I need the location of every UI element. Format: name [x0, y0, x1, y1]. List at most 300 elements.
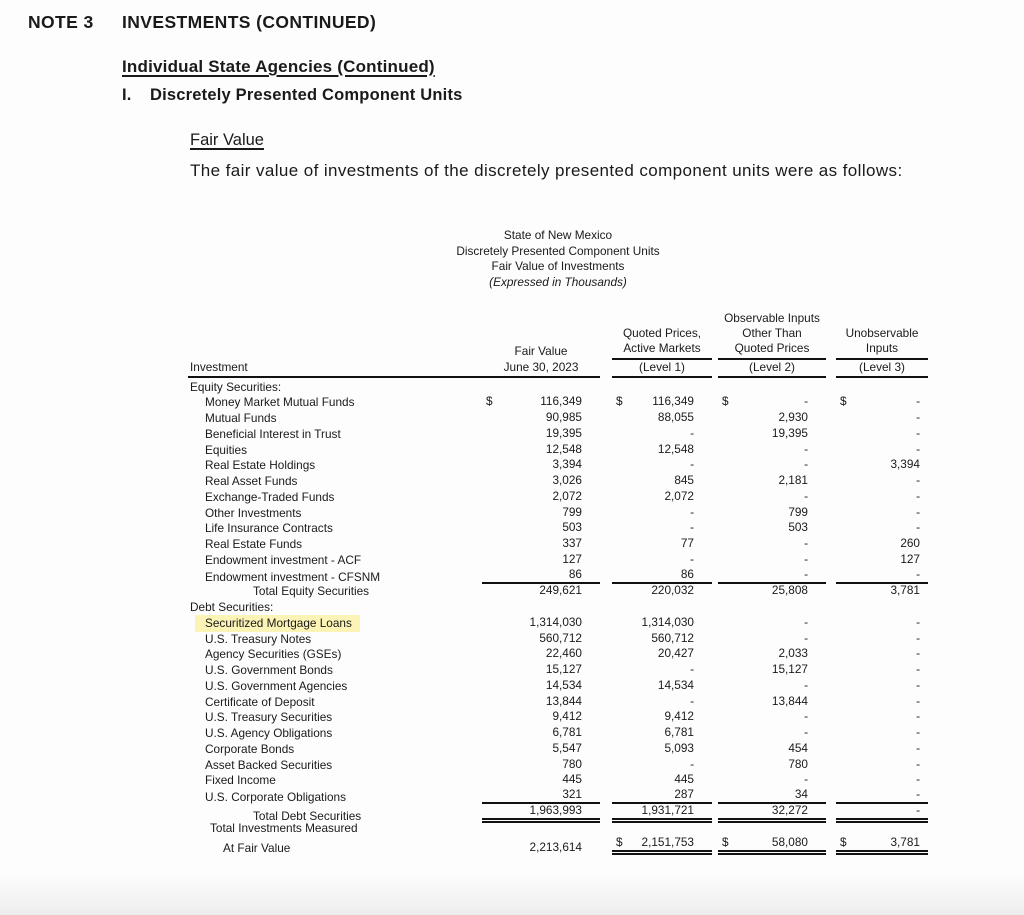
- cell-level2: [718, 394, 826, 409]
- header-line: Active Markets: [623, 341, 701, 356]
- table-row: [188, 504, 928, 520]
- row-label: [188, 616, 482, 630]
- subsection-heading: [122, 86, 463, 105]
- cell-level3: [836, 757, 928, 772]
- cell-value: 86: [568, 566, 582, 581]
- intro-paragraph: The fair value of investments of the discretely presented component units were as follows:: [190, 161, 903, 180]
- cell-value: -: [916, 646, 920, 661]
- cell-level1: [612, 410, 712, 425]
- row-label: At Fair Value: [223, 840, 291, 855]
- row-label: Endowment investment - CFSNM: [205, 569, 381, 584]
- cell-level3: [836, 631, 928, 646]
- cell-level1: [612, 583, 712, 598]
- cell-level3: [836, 552, 928, 567]
- cell-fair-value: [482, 772, 600, 787]
- cell-level2: [718, 772, 826, 787]
- dollar-sign: $: [616, 834, 623, 849]
- cell-value: 13,844: [545, 693, 582, 708]
- table-row: [188, 630, 928, 646]
- cell-value: 2,213,614: [529, 839, 582, 854]
- cell-value: 5,547: [552, 740, 582, 755]
- row-label: Real Estate Funds: [205, 537, 303, 552]
- cell-value: 260: [900, 536, 920, 551]
- cell-fair-value: [482, 662, 600, 677]
- cell-level2: [718, 757, 826, 772]
- dollar-sign: $: [722, 394, 729, 409]
- cell-fair-value: [482, 741, 600, 756]
- cell-level1: [612, 489, 712, 504]
- cell-level2: [718, 662, 826, 677]
- note-heading: [28, 12, 376, 33]
- cell-value: 12,548: [657, 441, 694, 456]
- cell-level1: [612, 473, 712, 488]
- cell-level1: [612, 741, 712, 756]
- cell-value: 22,460: [545, 646, 582, 661]
- table-row: [188, 425, 928, 441]
- row-label: U.S. Government Bonds: [205, 663, 333, 678]
- table-row: [188, 709, 928, 725]
- cell-level3: [836, 583, 928, 598]
- cell-fair-value: [482, 803, 600, 823]
- cell-value: -: [916, 488, 920, 503]
- table-title-line: State of New Mexico: [503, 228, 613, 242]
- cell-level1: [612, 694, 712, 709]
- cell-value: 2,072: [664, 488, 694, 503]
- subsection-number: I.: [122, 86, 132, 104]
- row-label: Life Insurance Contracts: [205, 521, 333, 536]
- cell-value: -: [804, 772, 808, 787]
- cell-value: -: [916, 410, 920, 425]
- cell-value: 14,534: [545, 677, 582, 692]
- cell-value: 3,781: [890, 583, 920, 598]
- header-line: June 30, 2023: [503, 359, 579, 374]
- column-header-investment: Investment: [188, 360, 482, 378]
- cell-value: 2,930: [778, 410, 808, 425]
- cell-level2: [718, 426, 826, 441]
- cell-fair-value: [482, 394, 600, 409]
- cell-value: 799: [788, 504, 808, 519]
- cell-level3: [836, 489, 928, 504]
- table-header: [188, 311, 928, 378]
- table-row: [188, 693, 928, 709]
- header-group: [836, 326, 928, 359]
- header-level-label: (Level 2): [718, 360, 826, 378]
- header-group: [612, 326, 712, 359]
- header-line: Quoted Prices,: [622, 326, 702, 341]
- table-row: [188, 834, 928, 855]
- cell-value: -: [804, 488, 808, 503]
- cell-fair-value: [482, 410, 600, 425]
- cell-level3: [836, 741, 928, 756]
- cell-value: 77: [680, 536, 694, 551]
- cell-value: 12,548: [545, 441, 582, 456]
- cell-value: -: [916, 693, 920, 708]
- header-line: Observable Inputs: [724, 311, 820, 325]
- cell-level2: [718, 552, 826, 567]
- cell-value: -: [804, 630, 808, 645]
- cell-value: -: [804, 566, 808, 581]
- cell-value: -: [916, 772, 920, 787]
- cell-level3: [836, 725, 928, 740]
- row-label: Total Investments Measured: [210, 820, 358, 835]
- table-row: [188, 535, 928, 551]
- cell-value: -: [804, 551, 808, 566]
- table-row: [188, 567, 928, 583]
- table-row: [188, 677, 928, 693]
- cell-value: 6,781: [664, 725, 694, 740]
- table-title-line: Fair Value of Investments: [491, 259, 625, 273]
- cell-fair-value: [482, 426, 600, 441]
- row-label: U.S. Agency Obligations: [205, 726, 333, 741]
- cell-value: 780: [562, 756, 582, 771]
- header-line: Inputs: [865, 341, 899, 356]
- cell-value: 799: [562, 504, 582, 519]
- row-label: Total Equity Securities: [253, 584, 370, 599]
- cell-value: -: [804, 677, 808, 692]
- row-label: Real Estate Holdings: [205, 458, 316, 473]
- cell-value: 34: [794, 787, 808, 802]
- row-label: Endowment investment - ACF: [205, 552, 362, 567]
- cell-value: 3,394: [552, 457, 582, 472]
- cell-value: 19,395: [545, 425, 582, 440]
- table-row: [188, 551, 928, 567]
- table-row: [188, 488, 928, 504]
- cell-value: -: [916, 520, 920, 535]
- cell-level1: [612, 631, 712, 646]
- cell-level2: [718, 536, 826, 551]
- table-row: [188, 394, 928, 410]
- cell-fair-value: [482, 567, 600, 584]
- cell-level3: [836, 694, 928, 709]
- row-label: Equity Securities:: [190, 379, 282, 394]
- cell-value: -: [916, 725, 920, 740]
- cell-level3: [836, 457, 928, 472]
- table-section-row: [188, 598, 928, 614]
- table-row: [188, 787, 928, 803]
- cell-value: -: [804, 441, 808, 456]
- cell-level2: [718, 741, 826, 756]
- row-label: Mutual Funds: [205, 411, 277, 426]
- cell-level2: [718, 473, 826, 488]
- cell-level1: [612, 567, 712, 584]
- cell-value: -: [916, 803, 920, 818]
- cell-level1: [612, 520, 712, 535]
- cell-value: 6,781: [552, 725, 582, 740]
- cell-fair-value: [482, 646, 600, 661]
- cell-level3: [836, 536, 928, 551]
- cell-fair-value: [482, 552, 600, 567]
- dollar-sign: $: [616, 394, 623, 409]
- cell-fair-value: [482, 615, 600, 630]
- cell-level2: [718, 646, 826, 661]
- row-label: U.S. Government Agencies: [205, 678, 348, 693]
- cell-value: -: [690, 504, 694, 519]
- row-label: Equities: [205, 442, 247, 457]
- cell-value: -: [804, 394, 808, 409]
- table-rows: [188, 378, 928, 855]
- cell-value: -: [916, 566, 920, 581]
- cell-value: -: [690, 425, 694, 440]
- cell-value: 503: [562, 520, 582, 535]
- cell-value: 2,033: [778, 646, 808, 661]
- cell-fair-value: [482, 505, 600, 520]
- cell-level1: [612, 835, 712, 855]
- cell-value: 88,055: [657, 410, 694, 425]
- column-header-level3: [836, 326, 928, 378]
- cell-level3: [836, 803, 928, 823]
- cell-value: 86: [680, 566, 694, 581]
- cell-level3: [836, 772, 928, 787]
- note-label: NOTE 3: [28, 12, 94, 32]
- cell-level3: [836, 442, 928, 457]
- cell-level1: [612, 646, 712, 661]
- row-label: Corporate Bonds: [205, 741, 295, 756]
- table-row: [188, 740, 928, 756]
- header-line: Other Than: [742, 326, 802, 341]
- note-title: INVESTMENTS (CONTINUED): [122, 12, 377, 32]
- cell-value: -: [916, 677, 920, 692]
- cell-level2: [718, 725, 826, 740]
- row-label: U.S. Treasury Notes: [205, 631, 312, 646]
- cell-level2: [718, 520, 826, 535]
- row-label: Exchange-Traded Funds: [205, 489, 335, 504]
- cell-fair-value: [482, 787, 600, 804]
- dollar-sign: $: [840, 394, 847, 409]
- cell-level1: [612, 505, 712, 520]
- header-line: Unobservable: [845, 326, 919, 341]
- cell-level1: [612, 394, 712, 409]
- cell-value: 9,412: [552, 709, 582, 724]
- cell-level3: [836, 567, 928, 584]
- cell-value: -: [804, 536, 808, 551]
- cell-value: 5,093: [664, 740, 694, 755]
- column-header-fair-value: [482, 344, 600, 377]
- row-label: Beneficial Interest in Trust: [205, 426, 341, 441]
- cell-value: -: [916, 614, 920, 629]
- cell-level1: [612, 457, 712, 472]
- cell-fair-value: [482, 725, 600, 740]
- cell-value: 1,963,993: [529, 803, 582, 818]
- cell-value: 220,032: [651, 583, 694, 598]
- cell-fair-value: [482, 694, 600, 709]
- cell-level2: [718, 678, 826, 693]
- cell-value: 13,844: [771, 693, 808, 708]
- cell-value: -: [804, 457, 808, 472]
- cell-level3: [836, 410, 928, 425]
- cell-value: 127: [562, 551, 582, 566]
- header-line: Quoted Prices: [734, 341, 810, 356]
- cell-level1: [612, 678, 712, 693]
- cell-value: 90,985: [545, 410, 582, 425]
- header-line: Fair Value: [514, 344, 568, 359]
- cell-value: -: [916, 394, 920, 409]
- cell-value: 780: [788, 756, 808, 771]
- cell-fair-value: [482, 631, 600, 646]
- cell-value: -: [916, 756, 920, 771]
- cell-value: 127: [900, 551, 920, 566]
- table-title: [188, 228, 928, 290]
- dollar-sign: $: [486, 394, 493, 409]
- cell-fair-value: [482, 757, 600, 772]
- row-label: Total Debt Securities: [253, 809, 362, 824]
- cell-level3: [836, 646, 928, 661]
- cell-value: 3,781: [890, 834, 920, 849]
- cell-level2: [718, 615, 826, 630]
- cell-level2: [718, 787, 826, 804]
- cell-value: 1,314,030: [529, 614, 582, 629]
- cell-value: -: [916, 441, 920, 456]
- table-row: [188, 661, 928, 677]
- cell-level1: [612, 803, 712, 823]
- table-row: [188, 583, 928, 599]
- cell-value: 287: [674, 787, 694, 802]
- header-level-label: (Level 3): [836, 360, 928, 378]
- cell-level2: [718, 583, 826, 598]
- table-row: [188, 614, 928, 630]
- cell-level3: [836, 678, 928, 693]
- cell-value: 321: [562, 787, 582, 802]
- cell-value: 15,127: [771, 662, 808, 677]
- table-title-line: Discretely Presented Component Units: [456, 243, 660, 258]
- cell-level2: [718, 694, 826, 709]
- cell-level3: [836, 520, 928, 535]
- table-row: [188, 457, 928, 473]
- cell-level2: [718, 457, 826, 472]
- table-section-row: [188, 378, 928, 394]
- cell-value: 15,127: [545, 662, 582, 677]
- row-label: Certificate of Deposit: [205, 694, 315, 709]
- cell-value: -: [916, 425, 920, 440]
- cell-level1: [612, 787, 712, 804]
- section-heading: Individual State Agencies (Continued): [122, 57, 435, 76]
- cell-value: 25,808: [771, 583, 808, 598]
- cell-level2: [718, 442, 826, 457]
- cell-level2: [718, 410, 826, 425]
- row-label: U.S. Treasury Securities: [205, 710, 333, 725]
- cell-level3: [836, 426, 928, 441]
- cell-value: 116,349: [652, 394, 694, 409]
- cell-value: -: [916, 662, 920, 677]
- row-label: Money Market Mutual Funds: [205, 395, 355, 410]
- cell-fair-value: [482, 536, 600, 551]
- cell-value: 454: [788, 740, 808, 755]
- cell-value: 337: [562, 536, 582, 551]
- row-label: Fixed Income: [205, 773, 276, 788]
- cell-value: -: [916, 787, 920, 802]
- cell-level1: [612, 662, 712, 677]
- cell-value: 445: [674, 772, 694, 787]
- cell-level1: [612, 615, 712, 630]
- cell-value: 503: [788, 520, 808, 535]
- cell-level2: [718, 709, 826, 724]
- cell-value: 845: [674, 473, 694, 488]
- cell-value: 1,314,030: [641, 614, 694, 629]
- cell-level3: [836, 835, 928, 855]
- cell-value: 3,026: [552, 473, 582, 488]
- cell-value: 2,072: [552, 488, 582, 503]
- row-label: U.S. Corporate Obligations: [205, 790, 346, 805]
- cell-level3: [836, 505, 928, 520]
- table-row: [188, 441, 928, 457]
- cell-level2: [718, 567, 826, 584]
- table-row: [188, 724, 928, 740]
- cell-value: 9,412: [664, 709, 694, 724]
- row-label: Agency Securities (GSEs): [205, 647, 342, 662]
- cell-value: -: [804, 709, 808, 724]
- cell-level3: [836, 615, 928, 630]
- cell-value: -: [690, 520, 694, 535]
- cell-value: -: [690, 693, 694, 708]
- cell-value: -: [690, 551, 694, 566]
- table-title-note: (Expressed in Thousands): [489, 274, 627, 289]
- cell-value: -: [690, 662, 694, 677]
- dollar-sign: $: [722, 834, 729, 849]
- header-group: [718, 311, 826, 360]
- cell-level2: [718, 803, 826, 823]
- cell-value: 249,621: [539, 583, 582, 598]
- cell-value: -: [916, 473, 920, 488]
- cell-level3: [836, 662, 928, 677]
- row-label: Asset Backed Securities: [205, 757, 333, 772]
- table-row: [188, 772, 928, 788]
- cell-value: 2,151,753: [641, 834, 694, 849]
- table-row: [188, 803, 928, 824]
- cell-value: -: [690, 457, 694, 472]
- table-row: [188, 472, 928, 488]
- row-label: Real Asset Funds: [205, 474, 298, 489]
- cell-level2: [718, 835, 826, 855]
- cell-fair-value: [482, 457, 600, 472]
- cell-value: 3,394: [890, 457, 920, 472]
- cell-level3: [836, 787, 928, 804]
- cell-fair-value: [482, 583, 600, 598]
- cell-value: -: [804, 614, 808, 629]
- table-row: [188, 520, 928, 536]
- table-row: [188, 756, 928, 772]
- cell-fair-value: [482, 678, 600, 693]
- cell-level1: [612, 552, 712, 567]
- cell-value: 20,427: [657, 646, 694, 661]
- cell-value: 14,534: [657, 677, 694, 692]
- cell-value: -: [690, 756, 694, 771]
- cell-level3: [836, 394, 928, 409]
- table-row: [188, 409, 928, 425]
- cell-value: 2,181: [778, 473, 808, 488]
- cell-level1: [612, 442, 712, 457]
- cell-value: -: [916, 630, 920, 645]
- cell-value: 560,712: [539, 630, 582, 645]
- cell-level3: [836, 473, 928, 488]
- cell-fair-value: [482, 709, 600, 724]
- cell-level1: [612, 426, 712, 441]
- cell-value: -: [916, 709, 920, 724]
- cell-level1: [612, 709, 712, 724]
- cell-level3: [836, 709, 928, 724]
- investments-table: [188, 228, 928, 855]
- cell-value: 560,712: [651, 630, 694, 645]
- cell-value: 32,272: [771, 803, 808, 818]
- cell-value: -: [916, 740, 920, 755]
- header-level-label: (Level 1): [612, 360, 712, 378]
- cell-level1: [612, 536, 712, 551]
- cell-fair-value: [482, 489, 600, 504]
- cell-fair-value: [482, 520, 600, 535]
- cell-value: 116,349: [540, 394, 582, 409]
- cell-level2: [718, 489, 826, 504]
- row-label: Debt Securities:: [190, 600, 274, 615]
- cell-value: -: [804, 725, 808, 740]
- cell-value: 1,931,721: [641, 803, 694, 818]
